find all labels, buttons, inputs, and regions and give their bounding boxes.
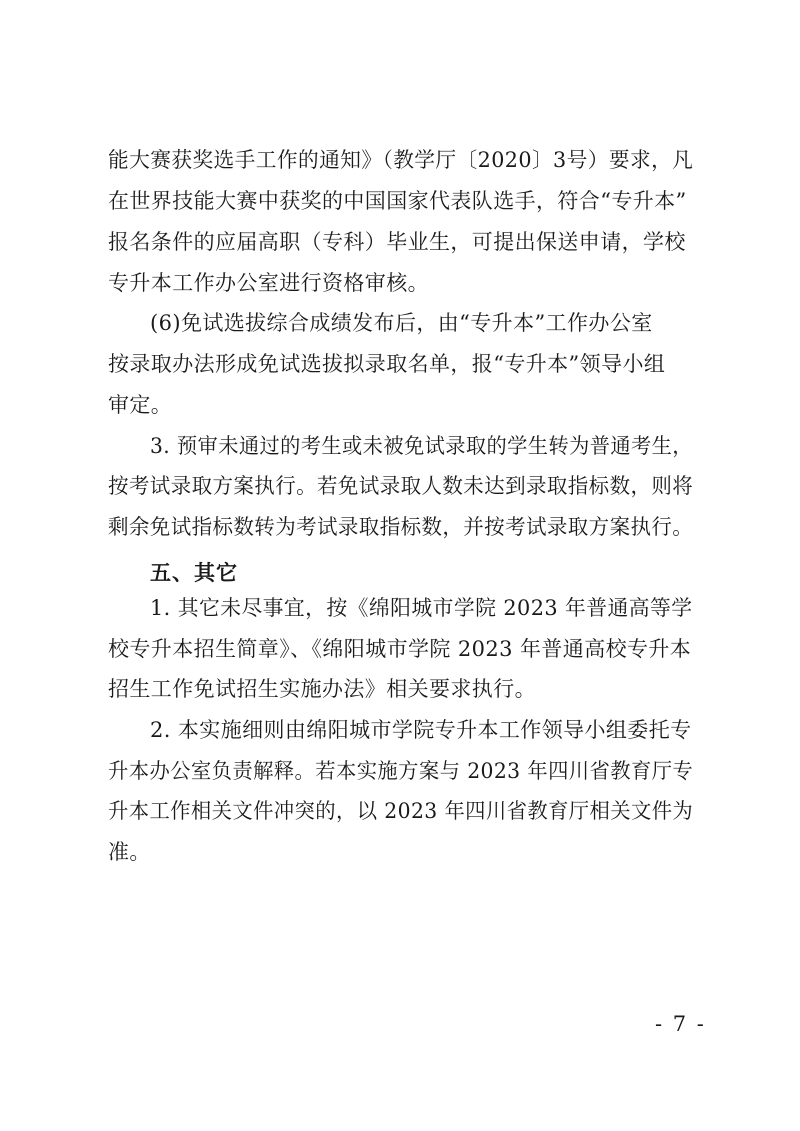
- paragraph-2-line-3: 审定。: [108, 393, 173, 417]
- section-paragraph-2-line-4: 准。: [108, 840, 151, 864]
- paragraph-2-line-2: 按录取办法形成免试选拔拟录取名单，报“专升本”领导小组: [108, 352, 666, 376]
- section-heading: 五、其它: [150, 561, 238, 585]
- paragraph-1-line-4: 专升本工作办公室进行资格审核。: [108, 271, 429, 295]
- section-paragraph-1-line-2: 校专升本招生简章》、《绵阳城市学院 2023 年普通高校专升本: [108, 637, 692, 661]
- paragraph-3-line-3: 剩余免试指标数转为考试录取指标数，并按考试录取方案执行。: [108, 515, 694, 539]
- section-paragraph-2-line-3: 升本工作相关文件冲突的，以 2023 年四川省教育厅相关文件为: [108, 799, 694, 823]
- section-paragraph-1-line-1: 1. 其它未尽事宜，按《绵阳城市学院 2023 年普通高等学: [150, 596, 693, 620]
- paragraph-1-line-3: 报名条件的应届高职（专科）毕业生，可提出保送申请，学校: [108, 230, 686, 254]
- paragraph-1-line-1: 能大赛获奖选手工作的通知》（教学厅〔2020〕3号）要求，凡: [108, 148, 694, 172]
- paragraph-1-line-2: 在世界技能大赛中获奖的中国国家代表队选手，符合“专升本”: [108, 189, 687, 213]
- page-number: - 7 -: [655, 1012, 706, 1036]
- paragraph-3-line-1: 3. 预审未通过的考生或未被免试录取的学生转为普通考生，: [150, 434, 693, 458]
- paragraph-3-line-2: 按考试录取方案执行。若免试录取人数未达到录取指标数，则将: [108, 474, 694, 498]
- section-paragraph-2-line-2: 升本办公室负责解释。若本实施方案与 2023 年四川省教育厅专: [108, 759, 694, 783]
- paragraph-2-line-1: (6)免试选拔综合成绩发布后，由“专升本”工作办公室: [150, 311, 653, 335]
- section-paragraph-2-line-1: 2. 本实施细则由绵阳城市学院专升本工作领导小组委托专: [150, 718, 692, 742]
- section-paragraph-1-line-3: 招生工作免试招生实施办法》相关要求执行。: [108, 677, 536, 701]
